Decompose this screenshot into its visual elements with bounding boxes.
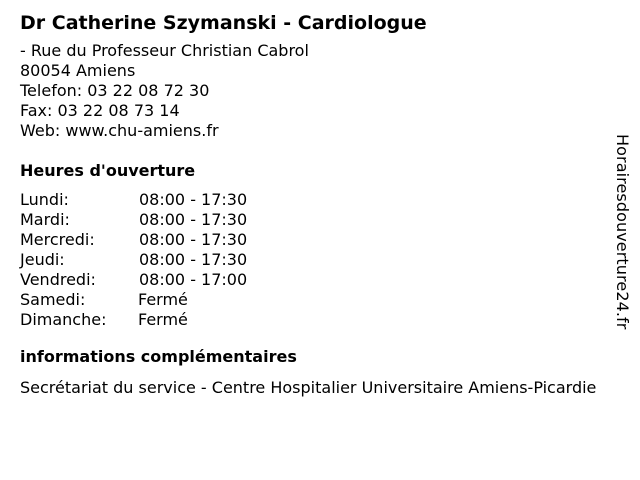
hours-heading: Heures d'ouverture	[20, 161, 196, 180]
phone-line: Telefon: 03 22 08 72 30	[20, 81, 210, 100]
address-block	[20, 41, 625, 141]
hours-row-thursday	[20, 250, 625, 270]
practice-card	[20, 10, 625, 398]
city-line: 80054 Amiens	[20, 61, 136, 80]
day-label: Dimanche:	[20, 310, 107, 329]
day-label: Mercredi:	[20, 230, 95, 249]
info-text: Secrétariat du service - Centre Hospitalier Universitaire Amiens-Picardie	[20, 378, 597, 397]
page-title: Dr Catherine Szymanski - Cardiologue	[20, 12, 427, 34]
day-label: Vendredi:	[20, 270, 96, 289]
hours-table	[20, 190, 625, 330]
hours-row-tuesday	[20, 210, 625, 230]
day-hours: 08:00 - 17:30	[139, 190, 248, 209]
site-watermark: Horairesdouverture24.fr	[613, 134, 632, 330]
web-line: Web: www.chu-amiens.fr	[20, 121, 219, 140]
hours-row-friday	[20, 270, 625, 290]
street-line: - Rue du Professeur Christian Cabrol	[20, 41, 309, 60]
hours-row-saturday	[20, 290, 625, 310]
day-label: Lundi:	[20, 190, 69, 209]
hours-row-wednesday	[20, 230, 625, 250]
hours-row-sunday	[20, 310, 625, 330]
day-hours: 08:00 - 17:30	[139, 250, 248, 269]
day-label: Jeudi:	[20, 250, 65, 269]
day-label: Samedi:	[20, 290, 86, 309]
fax-line: Fax: 03 22 08 73 14	[20, 101, 180, 120]
day-hours: 08:00 - 17:00	[139, 270, 248, 289]
day-hours: 08:00 - 17:30	[139, 210, 248, 229]
info-heading: informations complémentaires	[20, 347, 297, 366]
day-hours: Fermé	[138, 310, 188, 329]
day-label: Mardi:	[20, 210, 70, 229]
hours-row-monday	[20, 190, 625, 210]
day-hours: 08:00 - 17:30	[139, 230, 248, 249]
day-hours: Fermé	[138, 290, 188, 309]
